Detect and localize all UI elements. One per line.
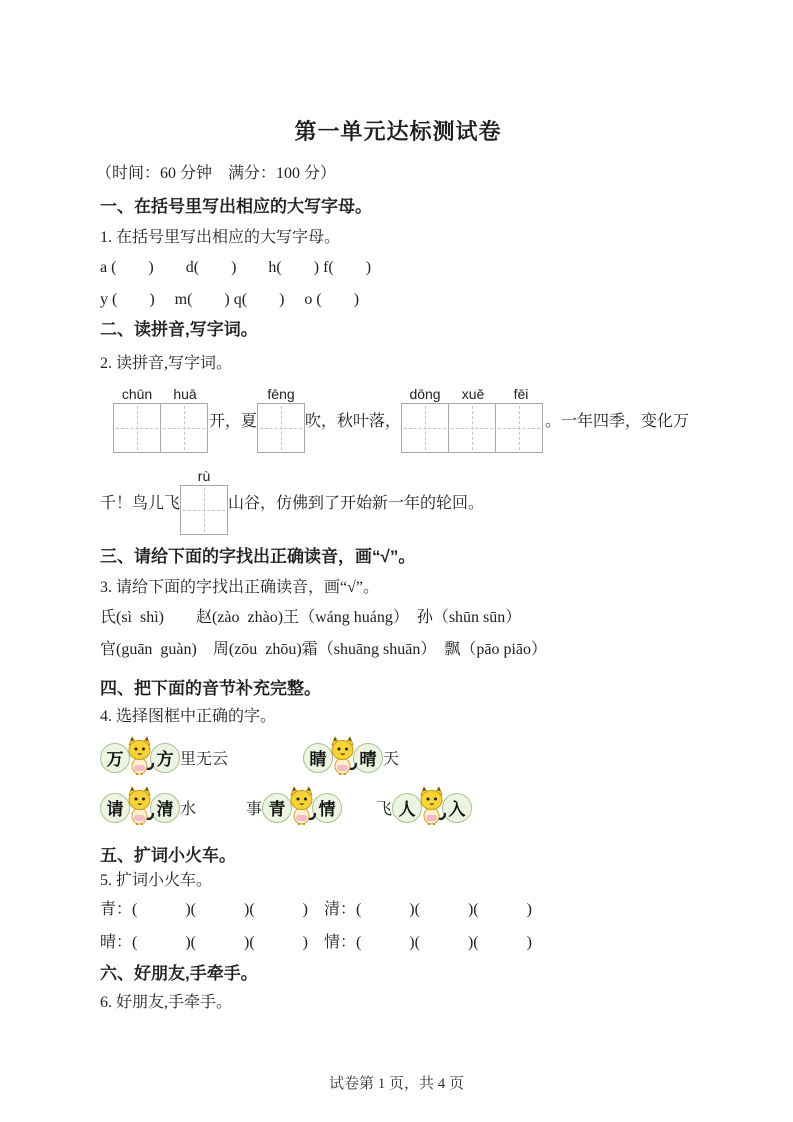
choice-group (246, 784, 342, 831)
pinyin-label: huā (173, 386, 197, 402)
pinyin-label: fēng (267, 386, 295, 402)
question-6: 6. 好朋友,手牵手。 (100, 994, 233, 1011)
option-circle: 万 (100, 743, 130, 773)
pinyin-label: rù (197, 468, 211, 484)
question-3: 3. 请给下面的字找出正确读音，画“√”。 (100, 579, 379, 596)
choice-row-1 (100, 734, 696, 781)
question-5: 5. 扩词小火车。 (100, 872, 213, 889)
pronunciation-row-2: 官(guān guàn) 周(zōu zhōu)霜（shuāng shuān） 飘（pāo piāo） (100, 641, 548, 658)
page-title: 第一单元达标测试卷 (294, 119, 502, 144)
choice-group (100, 784, 196, 831)
choice-row-2 (100, 784, 696, 831)
phrase-text: 事 (246, 801, 263, 818)
cat-mascot-icon (328, 736, 358, 781)
section5-heading: 五、扩词小火车。 (100, 846, 236, 865)
letters-row-1: a ( ) d( ) h( ) f( ) (100, 259, 372, 276)
sentence-text: 开，夏 (209, 412, 258, 430)
word-expansion-row-2: 晴：( )( )( ) 情：( )( )( ) (100, 934, 532, 951)
option-circle: 青 (262, 793, 292, 823)
pinyin-label: xuě (461, 386, 485, 402)
sentence-text: 吹，秋叶落， (305, 412, 402, 430)
writing-box (401, 403, 449, 453)
section6-heading: 六、好朋友,手牵手。 (100, 964, 258, 983)
phrase-text: 水 (180, 801, 197, 818)
letters-row-2: y ( ) m( ) q( ) o ( ) (100, 291, 360, 308)
pinyin-box-group (180, 467, 228, 535)
option-circle: 入 (442, 793, 472, 823)
writing-box (160, 403, 208, 453)
writing-box (495, 403, 543, 453)
option-circle: 晴 (353, 743, 383, 773)
pinyin-sentence-line-2 (100, 467, 696, 535)
question-4: 4. 选择图框中正确的字。 (100, 708, 277, 725)
cat-mascot-icon (125, 736, 155, 781)
option-circle: 请 (100, 793, 130, 823)
section2-heading: 二、读拼音,写字词。 (100, 320, 258, 339)
phrase-text: 里无云 (180, 751, 229, 768)
cat-mascot-icon (287, 786, 317, 831)
pinyin-box-group (401, 385, 545, 453)
choice-group (376, 784, 472, 831)
page-footer: 试卷第 1 页，共 4 页 (328, 1076, 464, 1092)
choice-group (100, 734, 228, 781)
section4-heading: 四、把下面的音节补充完整。 (100, 679, 321, 698)
time-score-meta: （时间：60 分钟 满分：100 分） (96, 165, 337, 182)
pinyin-label: chūn (121, 386, 153, 402)
phrase-text: 天 (383, 751, 400, 768)
sentence-text: 千！鸟儿飞 (100, 494, 181, 512)
phrase-text: 飞 (376, 801, 393, 818)
pinyin-label: dōng (409, 386, 441, 402)
paper-content (96, 0, 696, 1014)
section3-heading: 三、请给下面的字找出正确读音，画“√”。 (100, 547, 416, 566)
choice-group (303, 734, 399, 781)
cat-mascot-icon (417, 786, 447, 831)
pinyin-box-group (257, 385, 305, 453)
cat-mascot-icon (125, 786, 155, 831)
section1-heading: 一、在括号里写出相应的大写字母。 (100, 197, 372, 216)
word-expansion-row-1: 青：( )( )( ) 清：( )( )( ) (100, 901, 532, 918)
writing-box (448, 403, 496, 453)
option-circle: 方 (150, 743, 180, 773)
writing-box (257, 403, 305, 453)
writing-box (180, 485, 228, 535)
option-circle: 情 (312, 793, 342, 823)
option-circle: 清 (150, 793, 180, 823)
pinyin-label: fēi (513, 386, 529, 402)
pinyin-box-group (113, 385, 209, 453)
sentence-text: 山谷，仿佛到了开始新一年的轮回。 (228, 494, 485, 512)
question-2: 2. 读拼音,写字词。 (100, 355, 233, 372)
pinyin-sentence-line-1 (113, 385, 696, 453)
writing-box (113, 403, 161, 453)
option-circle: 人 (392, 793, 422, 823)
sentence-text: 。一年四季，变化万 (545, 412, 690, 430)
option-circle: 睛 (303, 743, 333, 773)
pronunciation-row-1: 氏(sì shì) 赵(zào zhào)王（wáng huáng） 孙（shūn sūn） (100, 609, 522, 626)
question-1: 1. 在括号里写出相应的大写字母。 (100, 229, 341, 246)
